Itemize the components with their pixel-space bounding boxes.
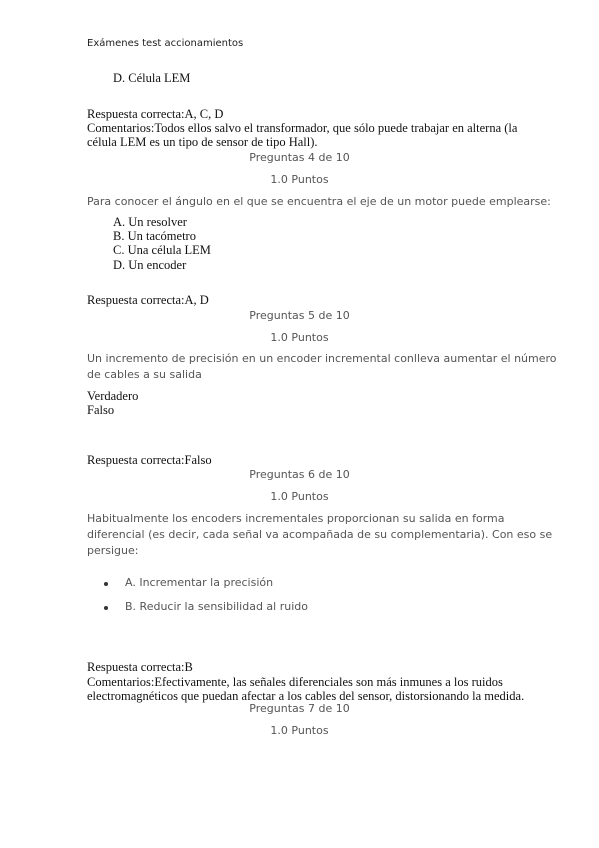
q5-question-line-2: de cables a su salida [87, 368, 202, 381]
q3-comment-line-2: célula LEM es un tipo de sensor de tipo Hall). [87, 135, 318, 149]
q3-option-d: D. Célula LEM [113, 71, 191, 85]
q5-points: 1.0 Puntos [270, 331, 329, 344]
q4-option-c[interactable]: C. Una célula LEM [113, 243, 211, 257]
q4-question-text: Para conocer el ángulo en el que se encuentra el eje de un motor puede emplearse: [87, 195, 551, 208]
q6-option-a[interactable]: A. Incrementar la precisión [125, 576, 274, 589]
q4-option-a[interactable]: A. Un resolver [113, 215, 187, 229]
q4-option-b[interactable]: B. Un tacómetro [113, 229, 196, 243]
q7-points: 1.0 Puntos [270, 724, 329, 737]
q5-question-line-1: Un incremento de precisión en un encoder incremental conlleva aumentar el número [87, 352, 557, 365]
q6-counter: Preguntas 6 de 10 [249, 468, 350, 481]
q3-comment-line-1: Comentarios:Todos ellos salvo el transformador, que sólo puede trabajar en alterna (la [87, 121, 518, 135]
q6-question-line-3: persigue: [87, 544, 139, 557]
q6-question-line-2: diferencial (es decir, cada señal va acompañada de su complementaria). Con eso se [87, 528, 553, 541]
q7-counter: Preguntas 7 de 10 [249, 702, 350, 715]
q6-option-b[interactable]: B. Reducir la sensibilidad al ruido [125, 600, 308, 613]
q4-correct-answer: Respuesta correcta:A, D [87, 293, 209, 307]
q6-question-line-1: Habitualmente los encoders incrementales proporcionan su salida en forma [87, 512, 505, 525]
bullet-icon [104, 582, 108, 586]
q6-comment-line-1: Comentarios:Efectivamente, las señales diferenciales son más inmunes a los ruidos [87, 675, 503, 689]
bullet-icon [104, 606, 108, 610]
q5-correct-answer: Respuesta correcta:Falso [87, 453, 212, 467]
q3-correct-answer: Respuesta correcta:A, C, D [87, 107, 224, 121]
q4-points: 1.0 Puntos [270, 173, 329, 186]
q6-comment-line-2: electromagnéticos que puedan afectar a los cables del sensor, distorsionando la medida. [87, 689, 525, 703]
document-header: Exámenes test accionamientos [87, 38, 244, 49]
q6-points: 1.0 Puntos [270, 490, 329, 503]
q6-correct-answer: Respuesta correcta:B [87, 660, 193, 674]
q5-option-true[interactable]: Verdadero [87, 389, 139, 403]
q4-option-d[interactable]: D. Un encoder [113, 258, 187, 272]
q4-counter: Preguntas 4 de 10 [249, 151, 350, 164]
q5-counter: Preguntas 5 de 10 [249, 309, 350, 322]
q5-option-false[interactable]: Falso [87, 403, 115, 417]
